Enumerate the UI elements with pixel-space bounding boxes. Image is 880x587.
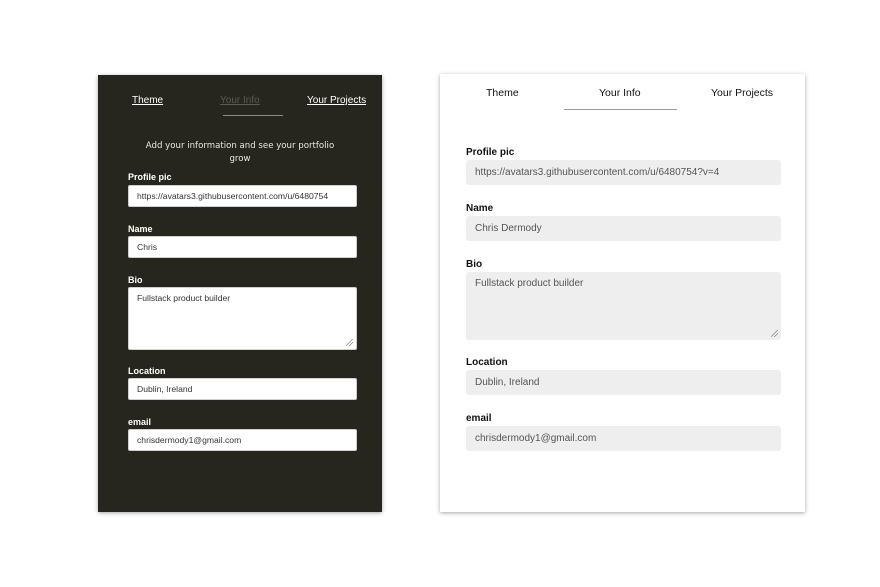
bio-label: Bio [466, 259, 483, 270]
bio-value: Fullstack product builder [137, 293, 231, 303]
bio-value: Fullstack product builder [475, 278, 584, 289]
tab-theme[interactable]: Theme [132, 95, 164, 106]
dark-portfolio-panel [98, 75, 382, 512]
email-input[interactable]: chrisdermody1@gmail.com [128, 429, 357, 451]
tab-theme[interactable]: Theme [486, 87, 519, 99]
bio-textarea[interactable] [128, 287, 357, 350]
resize-handle-icon[interactable] [771, 330, 778, 337]
name-input[interactable]: Chris Dermody [466, 216, 781, 241]
active-tab-indicator [223, 115, 283, 116]
resize-handle-icon[interactable] [346, 339, 353, 346]
profile-pic-input[interactable]: https://avatars3.githubusercontent.com/u/6480754?v=4 [466, 160, 781, 185]
bio-label: Bio [128, 275, 143, 285]
location-input[interactable]: Dublin, Ireland [128, 378, 357, 400]
tab-your-info[interactable]: Your Info [599, 87, 641, 99]
location-input[interactable]: Dublin, Ireland [466, 370, 781, 395]
bio-textarea[interactable] [466, 272, 781, 340]
tab-your-info[interactable]: Your Info [220, 95, 260, 106]
profile-pic-label: Profile pic [128, 172, 172, 182]
tab-your-projects[interactable]: Your Projects [711, 87, 774, 99]
location-label: Location [128, 366, 166, 376]
light-portfolio-panel [440, 74, 805, 512]
name-label: Name [128, 224, 153, 234]
email-label: email [466, 413, 492, 424]
location-label: Location [466, 357, 508, 368]
profile-pic-label: Profile pic [466, 147, 515, 158]
name-label: Name [466, 203, 494, 214]
dark-tab-bar [98, 95, 382, 117]
active-tab-indicator [564, 109, 677, 110]
intro-text: Add your information and see your portfolio grow [145, 141, 335, 164]
name-input[interactable]: Chris [128, 236, 357, 258]
email-input[interactable]: chrisdermody1@gmail.com [466, 426, 781, 451]
profile-pic-input[interactable]: https://avatars3.githubusercontent.com/u/6480754 [128, 185, 357, 207]
tab-your-projects[interactable]: Your Projects [307, 95, 367, 106]
email-label: email [128, 417, 152, 427]
